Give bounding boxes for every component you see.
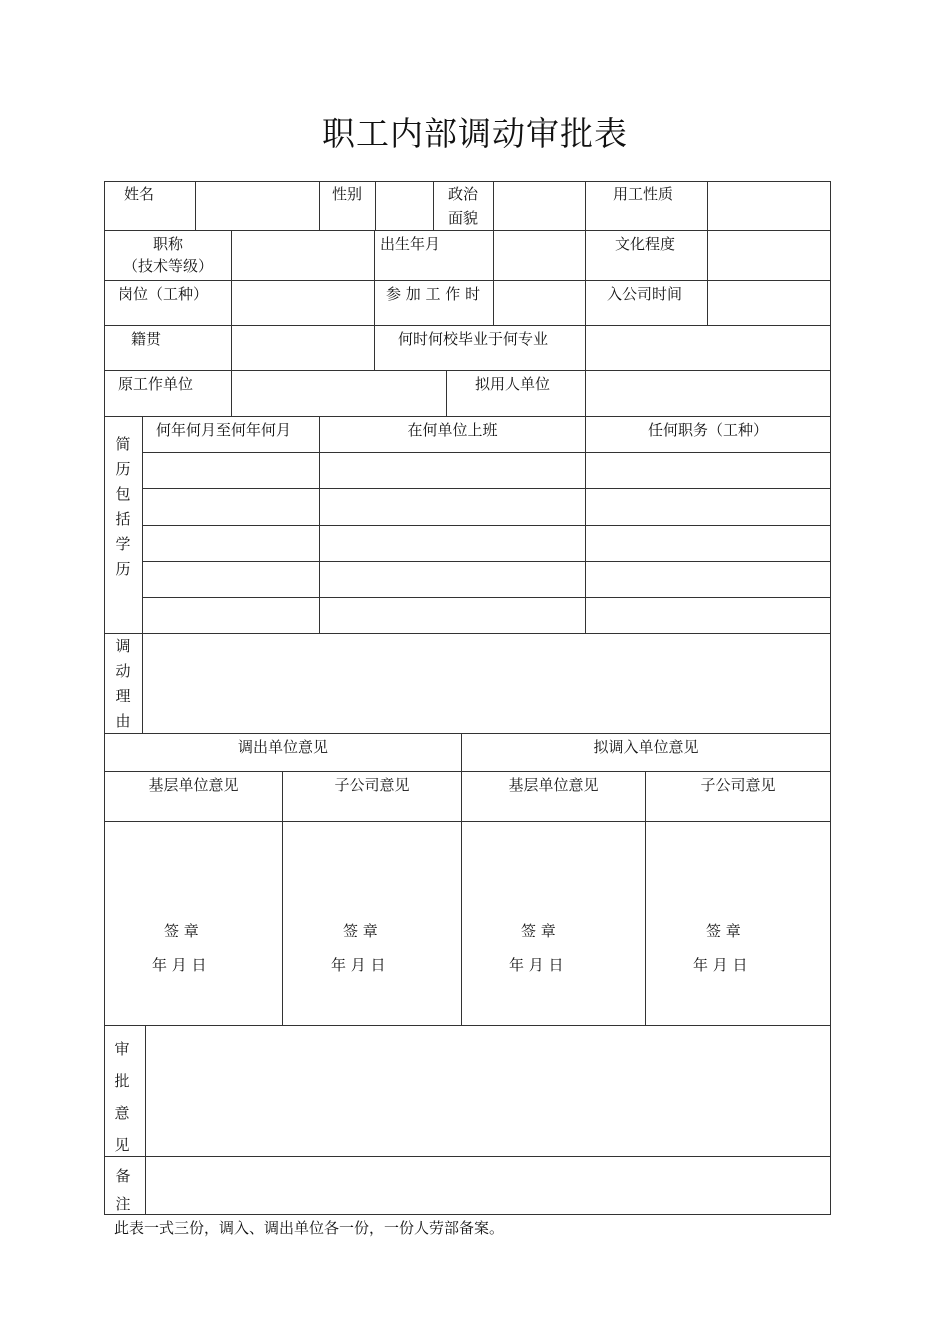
date-label: 年 月 日	[509, 956, 564, 974]
col-divider	[433, 181, 434, 230]
col-divider	[319, 416, 320, 633]
date-label: 年 月 日	[693, 956, 748, 974]
row-divider	[104, 280, 830, 281]
approval-side-label: 审 批 意 见	[114, 1040, 130, 1154]
col-divider	[645, 771, 646, 1025]
label-birth: 出生年月	[380, 235, 441, 253]
form-title: 职工内部调动审批表	[322, 114, 628, 153]
col-divider	[374, 230, 375, 370]
label-employment-type: 用工性质	[613, 185, 674, 203]
label-post: 岗位（工种）	[118, 285, 209, 303]
col-divider	[231, 370, 232, 416]
row-divider	[104, 733, 830, 734]
label-title-line2: （技术等级）	[122, 257, 213, 275]
date-label: 年 月 日	[152, 956, 207, 974]
label-gender: 性别	[332, 185, 363, 203]
label-target-unit: 拟用人单位	[475, 375, 551, 393]
table-border-right	[830, 181, 831, 1215]
table-border-bottom	[104, 1214, 830, 1215]
row-divider	[142, 488, 830, 489]
row-divider	[104, 1156, 830, 1157]
seal-label: 签 章	[343, 922, 378, 940]
label-work-start: 参 加 工 作 时	[386, 285, 481, 303]
col-divider	[231, 230, 232, 370]
col-divider	[446, 370, 447, 416]
row-divider	[142, 597, 830, 598]
row-divider	[104, 771, 830, 772]
in-base-unit-opinion: 基层单位意见	[508, 776, 599, 794]
date-label: 年 月 日	[331, 956, 386, 974]
col-divider	[493, 181, 494, 230]
row-divider	[104, 416, 830, 417]
out-base-unit-opinion: 基层单位意见	[148, 776, 239, 794]
footnote: 此表一式三份，调入、调出单位各一份，一份人劳部备案。	[114, 1219, 505, 1237]
label-graduation: 何时何校毕业于何专业	[398, 330, 549, 348]
col-divider	[585, 280, 586, 416]
in-unit-opinion-header: 拟调入单位意见	[593, 738, 699, 756]
table-border-left	[104, 181, 105, 1215]
reason-side-label: 调 动 理 由	[115, 637, 131, 730]
col-divider	[319, 181, 320, 230]
remark-side-label: 备 注	[115, 1167, 131, 1213]
row-divider	[104, 633, 830, 634]
col-divider	[142, 416, 143, 633]
col-divider	[375, 181, 376, 230]
col-divider	[585, 181, 586, 280]
resume-header-unit: 在何单位上班	[407, 421, 498, 439]
label-title-line1: 职称	[152, 235, 183, 253]
row-divider	[104, 370, 830, 371]
row-divider	[104, 230, 830, 231]
in-subsidiary-opinion: 子公司意见	[700, 776, 776, 794]
row-divider	[104, 821, 830, 822]
row-divider	[142, 525, 830, 526]
label-political-line2: 面貌	[448, 209, 479, 227]
out-unit-opinion-header: 调出单位意见	[237, 738, 328, 756]
col-divider	[707, 181, 708, 325]
col-divider	[195, 181, 196, 230]
label-native-place: 籍贯	[131, 330, 162, 348]
label-join-company: 入公司时间	[607, 285, 683, 303]
label-education: 文化程度	[615, 235, 676, 253]
col-divider	[282, 771, 283, 1025]
resume-side-label: 简 历 包 括 学 历	[115, 435, 131, 578]
seal-label: 签 章	[164, 922, 199, 940]
resume-header-position: 任何职务（工种）	[647, 421, 768, 439]
label-name: 姓名	[124, 185, 155, 203]
row-divider	[142, 561, 830, 562]
row-divider	[104, 325, 830, 326]
col-divider	[145, 1025, 146, 1214]
resume-header-period: 何年何月至何年何月	[156, 421, 292, 439]
col-divider	[142, 633, 143, 733]
col-divider	[493, 230, 494, 325]
seal-label: 签 章	[521, 922, 556, 940]
col-divider	[585, 416, 586, 633]
row-divider	[142, 452, 830, 453]
out-subsidiary-opinion: 子公司意见	[334, 776, 410, 794]
seal-label: 签 章	[706, 922, 741, 940]
row-divider	[104, 1025, 830, 1026]
label-original-unit: 原工作单位	[118, 375, 194, 393]
label-political-line1: 政治	[448, 185, 479, 203]
